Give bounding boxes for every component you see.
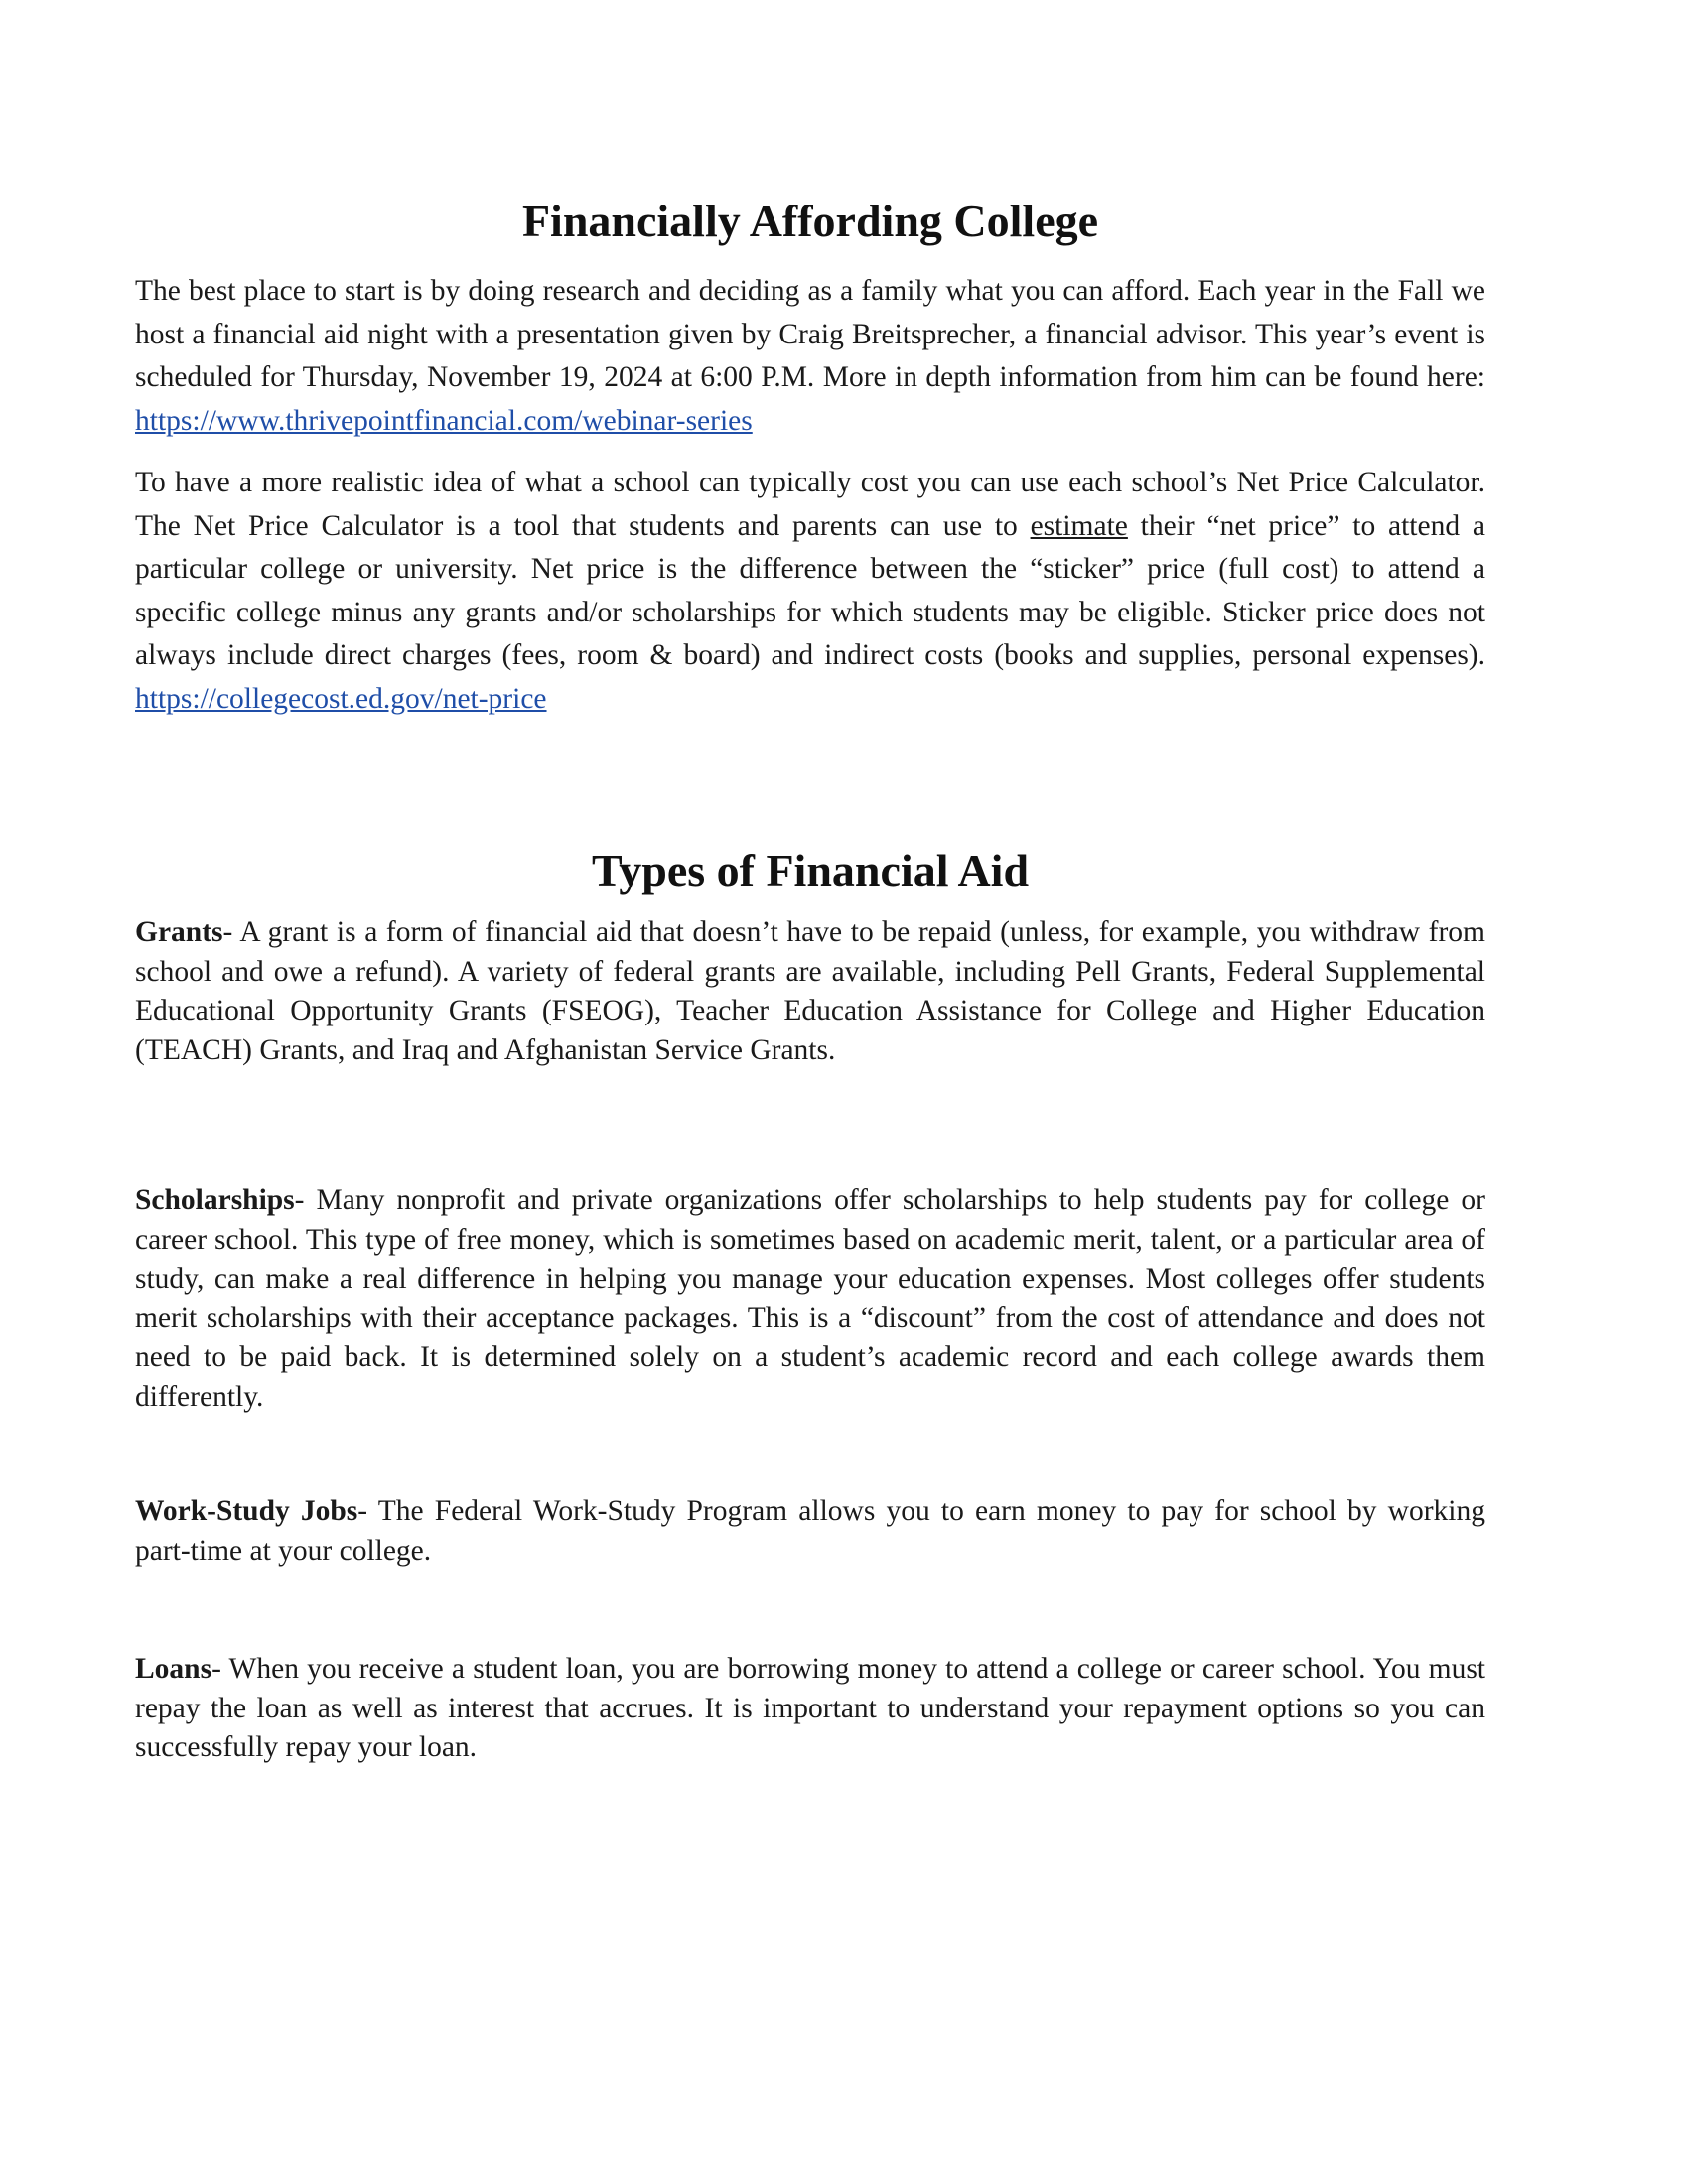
- work-study-description: - The Federal Work-Study Program allows you to earn money to pay for school by working part-time at your college.: [135, 1495, 1485, 1567]
- underlined-word-estimate: estimate: [1030, 509, 1128, 542]
- paragraph-net-price-calculator: [135, 462, 1485, 721]
- loans-description: - When you receive a student loan, you are borrowing money to attend a college or career school. You must repay the loan as well as interest that accrues. It is important to understand your repayment options so you can successfully repay your loan.: [135, 1653, 1485, 1764]
- paragraph-text-after: their “net price” to attend a particular college or university. Net price is the difference between the “sticker” price (full cost) to attend a specific college minus any grants and/or scholarships for which students may be eligible. Sticker price does not always include direct charges (fees, room & board) and indirect costs (books and supplies, personal expenses).: [135, 509, 1485, 672]
- section-title-affording-college: Financially Affording College: [521, 196, 1099, 246]
- paragraph-spacer: [135, 1417, 1485, 1492]
- document-page: [135, 194, 1485, 1768]
- grants-description: - A grant is a form of financial aid that doesn’t have to be repaid (unless, for example, you withdraw from school and owe a refund). A variety of federal grants are available, including Pell Grants, Federal Supplemental Educational Opportunity Grants (FSEOG), Teacher Education Assistance for College and Higher Education (TEACH) Grants, and Iraq and Afghanistan Service Grants.: [135, 916, 1485, 1066]
- paragraph-grants: [135, 913, 1485, 1070]
- paragraph-spacer: [135, 1570, 1485, 1650]
- term-work-study: Work-Study Jobs: [135, 1495, 358, 1528]
- scholarships-description: - Many nonprofit and private organizations offer scholarships to help students pay for college or career school. This type of free money, which is sometimes based on academic merit, talent, or a particular area of study, can make a real difference in helping you manage your education expenses. Most colleges offer students merit scholarships with their acceptance packages. This is a “discount” from the cost of attendance and does not need to be paid back. It is determined solely on a student’s academic record and each college awards them differently.: [135, 1184, 1485, 1413]
- webinar-series-link[interactable]: https://www.thrivepointfinancial.com/webinar-series: [135, 404, 753, 437]
- paragraph-text: The best place to start is by doing research and deciding as a family what you can afford. Each year in the Fall we host a financial aid night with a presentation given by Craig Breitsprecher, a financial advisor. This year’s event is scheduled for Thursday, November 19, 2024 at 6:00 P.M. More in depth information from him can be found here:: [135, 275, 1485, 394]
- term-scholarships: Scholarships: [135, 1184, 295, 1217]
- paragraph-loans: [135, 1650, 1485, 1768]
- paragraph-financial-aid-night: [135, 270, 1485, 443]
- paragraph-spacer: [135, 1070, 1485, 1181]
- paragraph-scholarships: [135, 1181, 1485, 1417]
- term-grants: Grants: [135, 916, 223, 949]
- section-spacer: [135, 740, 1485, 843]
- net-price-link[interactable]: https://collegecost.ed.gov/net-price: [135, 682, 547, 715]
- paragraph-work-study: [135, 1492, 1485, 1570]
- section-title-types-of-aid: Types of Financial Aid: [591, 845, 1030, 896]
- paragraph-text-before: To have a more realistic idea of what a school can typically cost you can use each school’s Net Price Calculator. The Net Price Calculator is a tool that students and parents can use to: [135, 467, 1485, 542]
- term-loans: Loans: [135, 1653, 212, 1686]
